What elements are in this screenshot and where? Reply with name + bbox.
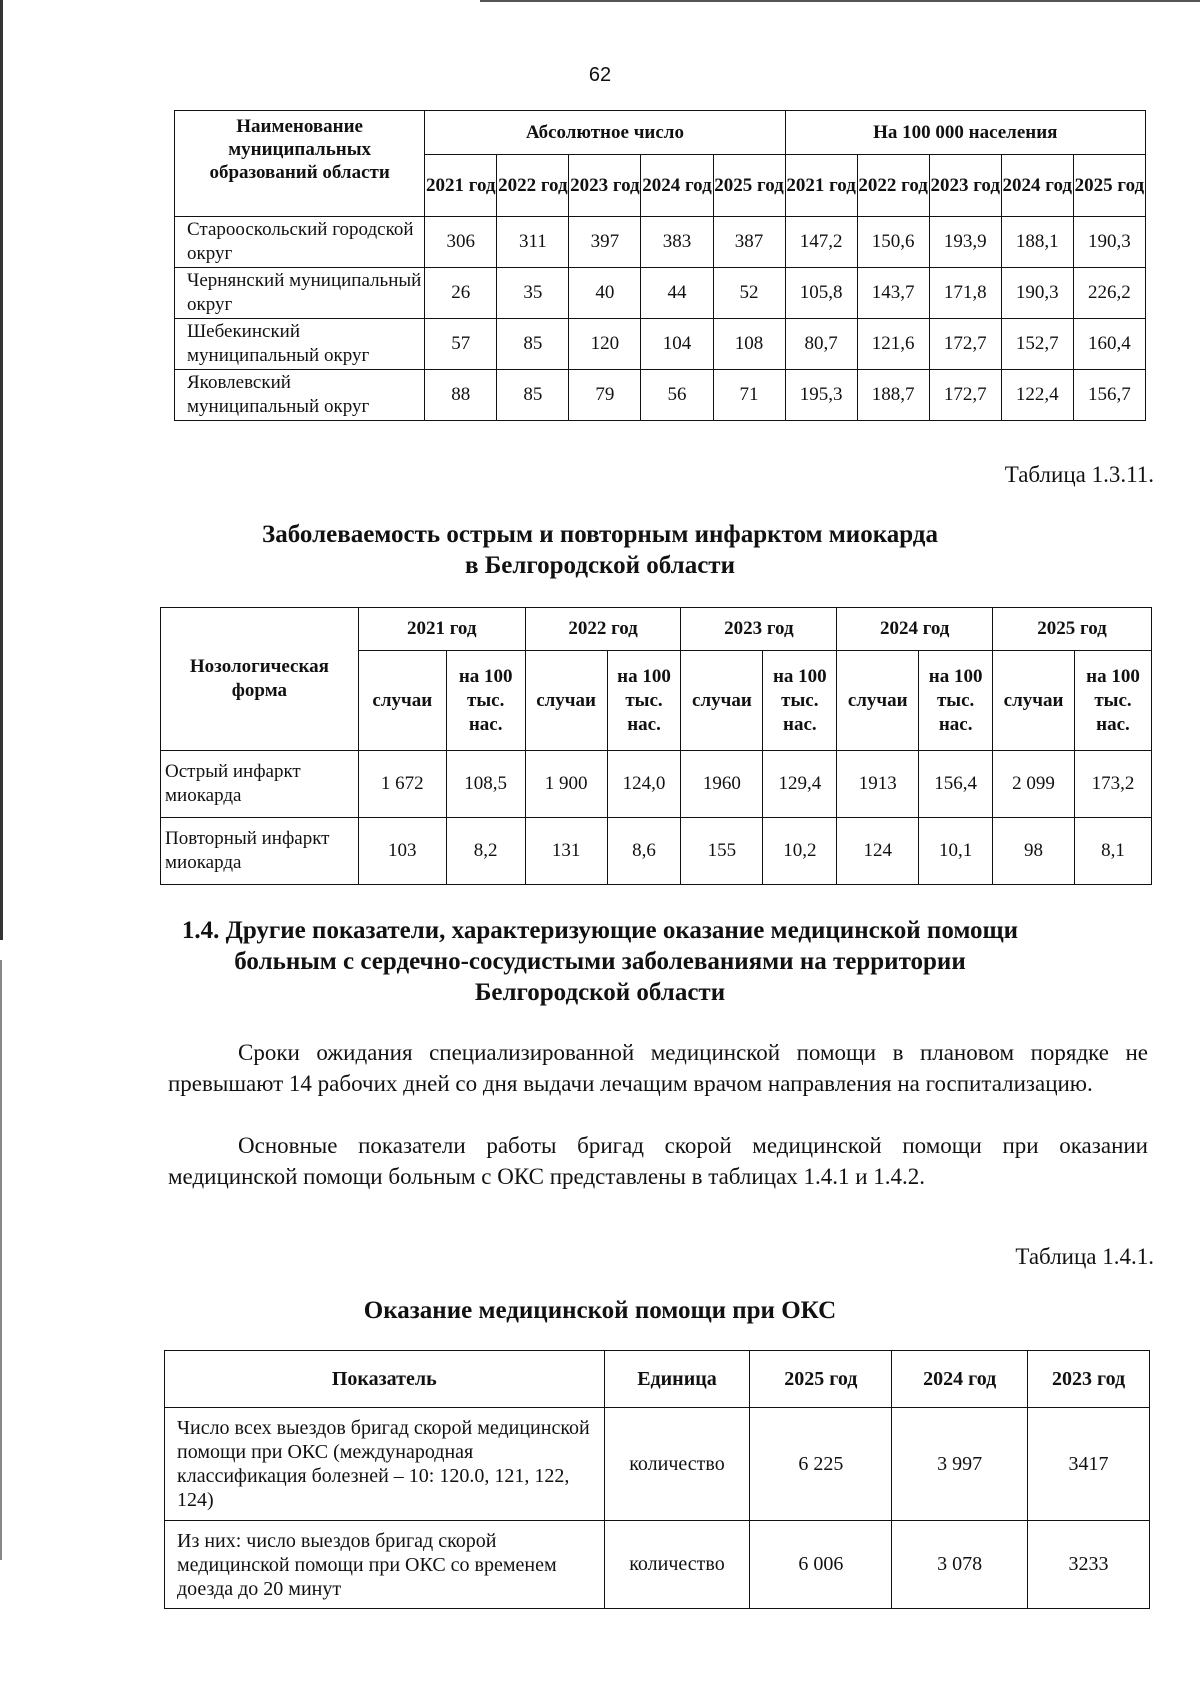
cell: 85 [497, 370, 569, 421]
nosology-name: Повторный инфаркт миокарда [161, 818, 359, 885]
cell: 108 [713, 319, 785, 370]
table-row [175, 370, 1146, 421]
table-row [175, 268, 1146, 319]
cell: 152,7 [1001, 319, 1073, 370]
scan-left-edge-lower [0, 960, 2, 1560]
year-header: 2021 год [785, 155, 857, 217]
cell: 120 [569, 319, 641, 370]
year-header: 2023 год [569, 155, 641, 217]
cell: 3417 [1028, 1408, 1150, 1521]
table-caption: Таблица 1.4.1. [1015, 1244, 1154, 1269]
year-header: 2023 год [1028, 1351, 1150, 1408]
cell: 105,8 [785, 268, 857, 319]
cell: 6 006 [750, 1521, 892, 1609]
municipality-name: Чернянский муниципальный округ [175, 268, 425, 319]
year-header: 2023 год [929, 155, 1001, 217]
year-header: 2025 год [1073, 155, 1145, 217]
cell: 3 078 [892, 1521, 1028, 1609]
table-row [165, 1408, 1150, 1521]
cell: 156,7 [1073, 370, 1145, 421]
cell: 150,6 [857, 217, 929, 268]
cell: 172,7 [929, 319, 1001, 370]
municipality-name: Яковлевский муниципальный округ [175, 370, 425, 421]
cell: 80,7 [785, 319, 857, 370]
paragraph-text: Сроки ожидания специализированной медицинской помощи в плановом порядке не превышают 14 рабочих дней со дня выдачи лечащим врачом направления на госпитализацию. [168, 1040, 1148, 1096]
cell: 143,7 [857, 268, 929, 319]
unit-cell: количество [604, 1408, 750, 1521]
sub-header-cases: случаи [993, 651, 1075, 751]
sub-header-cases: случаи [837, 651, 919, 751]
header-per-100k: На 100 000 населения [785, 111, 1145, 155]
municipality-name: Шебекинский муниципальный округ [175, 319, 425, 370]
cell: 124 [837, 818, 919, 885]
page-number: 62 [588, 64, 612, 86]
table-row [161, 751, 1152, 818]
cell: 40 [569, 268, 641, 319]
cell: 311 [497, 217, 569, 268]
cell: 8,6 [607, 818, 681, 885]
cell: 156,4 [919, 751, 993, 818]
year-header: 2024 год [837, 608, 993, 651]
cell: 35 [497, 268, 569, 319]
cell: 8,1 [1075, 818, 1152, 885]
sub-header-rate: на 100 тыс. нас. [763, 651, 837, 751]
infarction-table [160, 607, 1152, 885]
year-header: 2023 год [681, 608, 837, 651]
cell: 171,8 [929, 268, 1001, 319]
cell: 2 099 [993, 751, 1075, 818]
header-nosology: Нозологическая форма [161, 608, 359, 751]
cell: 131 [525, 818, 607, 885]
cell: 52 [713, 268, 785, 319]
cell: 26 [425, 268, 497, 319]
sub-header-rate: на 100 тыс. нас. [607, 651, 681, 751]
sub-header-rate: на 100 тыс. нас. [446, 651, 525, 751]
year-header: 2022 год [857, 155, 929, 217]
cell: 104 [641, 319, 713, 370]
year-header: 2025 год [713, 155, 785, 217]
cell: 6 225 [750, 1408, 892, 1521]
cell: 122,4 [1001, 370, 1073, 421]
section-heading-line2: больным с сердечно-сосудистыми заболеваниями на территории [234, 948, 966, 975]
cell: 1 672 [358, 751, 446, 818]
nosology-name: Острый инфаркт миокарда [161, 751, 359, 818]
section-heading-line1: 1.4. Другие показатели, характеризующие оказание медицинской помощи [181, 917, 1019, 944]
cell: 129,4 [763, 751, 837, 818]
cell: 188,7 [857, 370, 929, 421]
cell: 3 997 [892, 1408, 1028, 1521]
acs-care-table [164, 1350, 1150, 1609]
sub-header-cases: случаи [525, 651, 607, 751]
cell: 85 [497, 319, 569, 370]
cell: 56 [641, 370, 713, 421]
cell: 88 [425, 370, 497, 421]
year-header: 2021 год [358, 608, 525, 651]
cell: 387 [713, 217, 785, 268]
sub-header-cases: случаи [358, 651, 446, 751]
cell: 124,0 [607, 751, 681, 818]
sub-header-cases: случаи [681, 651, 763, 751]
scan-left-edge [0, 0, 3, 940]
table-row [161, 818, 1152, 885]
cell: 155 [681, 818, 763, 885]
cell: 1960 [681, 751, 763, 818]
cell: 103 [358, 818, 446, 885]
table-title: Оказание медицинской помощи при ОКС [363, 1297, 837, 1324]
table-row [175, 217, 1146, 268]
year-header: 2024 год [892, 1351, 1028, 1408]
header-unit: Единица [604, 1351, 750, 1408]
cell: 1 900 [525, 751, 607, 818]
cell: 98 [993, 818, 1075, 885]
indicator-name: Из них: число выездов бригад скорой медицинской помощи при ОКС со временем доезда до 20 минут [165, 1521, 605, 1609]
year-header: 2025 год [750, 1351, 892, 1408]
year-header: 2025 год [993, 608, 1152, 651]
sub-header-rate: на 100 тыс. нас. [1075, 651, 1152, 751]
cell: 226,2 [1073, 268, 1145, 319]
cell: 1913 [837, 751, 919, 818]
unit-cell: количество [604, 1521, 750, 1609]
paragraph-ambulance [168, 1130, 1148, 1192]
section-heading-line3: Белгородской области [474, 979, 726, 1006]
cell: 188,1 [1001, 217, 1073, 268]
cell: 160,4 [1073, 319, 1145, 370]
municipality-name: Старооскольский городской округ [175, 217, 425, 268]
indicator-name: Число всех выездов бригад скорой медицинской помощи при ОКС (международная классификация болезней – 10: 120.0, 121, 122, 124) [165, 1408, 605, 1521]
cell: 306 [425, 217, 497, 268]
cell: 193,9 [929, 217, 1001, 268]
cell: 147,2 [785, 217, 857, 268]
scan-top-edge [480, 0, 1200, 2]
cell: 71 [713, 370, 785, 421]
cell: 10,2 [763, 818, 837, 885]
cell: 172,7 [929, 370, 1001, 421]
cell: 44 [641, 268, 713, 319]
table-row [175, 319, 1146, 370]
header-indicator: Показатель [165, 1351, 605, 1408]
municipal-table [174, 110, 1146, 421]
header-municipality: Наименование муниципальных образований области [175, 111, 425, 217]
cell: 195,3 [785, 370, 857, 421]
cell: 10,1 [919, 818, 993, 885]
sub-header-rate: на 100 тыс. нас. [919, 651, 993, 751]
table-title-line2: в Белгородской области [465, 552, 735, 579]
cell: 190,3 [1073, 217, 1145, 268]
paragraph-text: Основные показатели работы бригад скорой медицинской помощи при оказании медицинской помощи больным с ОКС представлены в таблицах 1.4.1 и 1.4.2. [168, 1133, 1148, 1189]
cell: 3233 [1028, 1521, 1150, 1609]
cell: 121,6 [857, 319, 929, 370]
paragraph-waiting-time [168, 1037, 1148, 1099]
cell: 8,2 [446, 818, 525, 885]
table-row [165, 1521, 1150, 1609]
cell: 79 [569, 370, 641, 421]
year-header: 2022 год [525, 608, 681, 651]
header-absolute: Абсолютное число [425, 111, 785, 155]
cell: 108,5 [446, 751, 525, 818]
cell: 190,3 [1001, 268, 1073, 319]
year-header: 2021 год [425, 155, 497, 217]
year-header: 2022 год [497, 155, 569, 217]
cell: 383 [641, 217, 713, 268]
year-header: 2024 год [1001, 155, 1073, 217]
year-header: 2024 год [641, 155, 713, 217]
cell: 57 [425, 319, 497, 370]
cell: 397 [569, 217, 641, 268]
table-title-line1: Заболеваемость острым и повторным инфарктом миокарда [262, 521, 938, 548]
table-caption: Таблица 1.3.11. [1004, 462, 1154, 487]
cell: 173,2 [1075, 751, 1152, 818]
